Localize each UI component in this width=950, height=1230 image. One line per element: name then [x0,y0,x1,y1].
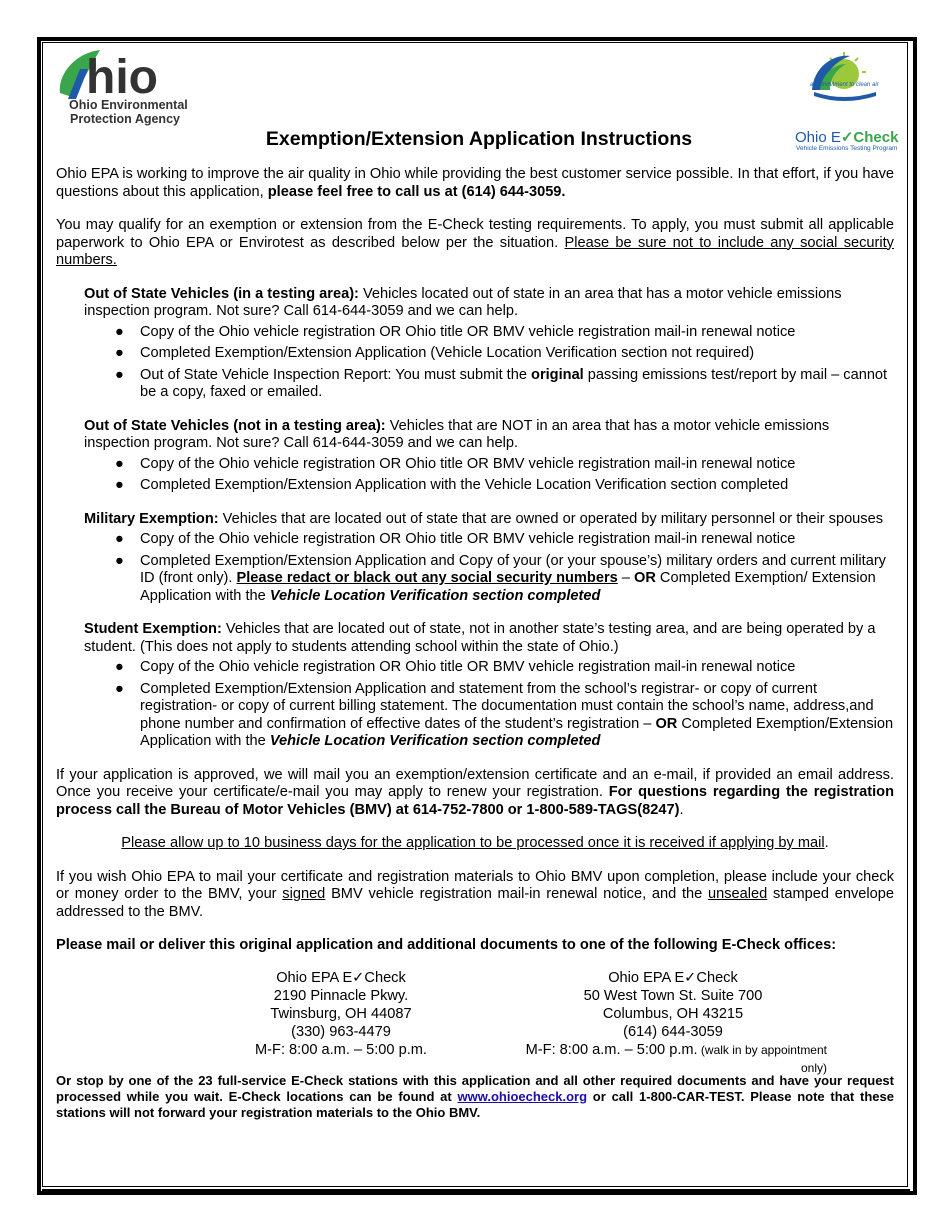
list-item-text: Out of State Vehicle Inspection Report: You must submit the [140,366,532,383]
office-street: 50 West Town St. Suite 700 [583,987,763,1004]
section-student [84,621,894,656]
list-item [115,323,894,342]
intro-phone: please feel free to call us at (614) 644-3059. [267,183,566,200]
section-heading: Military Exemption: [84,510,219,527]
mail-bmv-text: BMV vehicle registration mail-in renewal notice, and the [325,886,709,902]
intro-text: Ohio EPA is working to improve the air quality in Ohio while providing the best customer service possible. In that effort, if you have questions about this application, [56,166,894,200]
or-emphasis: OR [655,715,678,732]
mail-heading [56,937,894,955]
offices-block [56,969,894,1075]
final-text: or call 1-800-CAR-TEST. Please note that these stations will not forward your registration materials to the Ohio BMV. [56,1088,894,1120]
bullet-icon: ● [115,531,124,547]
office-hours: M-F: 8:00 a.m. – 5:00 p.m. [525,1041,698,1058]
approved-paragraph [56,767,894,820]
qualify-warning: Please be sure not to include any social security numbers. [56,234,894,268]
list-item [115,477,894,495]
office-name: Ohio EPA E✓Check [276,969,406,986]
original-emphasis: original [531,366,584,383]
office-city: Twinsburg, OH 44087 [270,1005,412,1022]
military-list [56,531,894,605]
list-item [115,531,894,549]
verification-emphasis: Vehicle Location Verification section completed [269,587,601,604]
qualify-paragraph [56,217,894,270]
echeck-brand-check: ✓Check [840,129,899,146]
list-item [115,659,894,677]
or-emphasis: OR [633,570,656,586]
list-item [115,552,894,606]
echeck-website-link[interactable]: www.ohioecheck.org [457,1088,588,1104]
oos-testing-list [56,324,894,402]
echeck-slogan: a commitment to clean air [810,82,879,88]
list-item-text: Copy of the Ohio vehicle registration OR Ohio title OR BMV vehicle registration mail-in renewal notice [140,659,796,675]
echeck-sun-icon [790,50,898,110]
office-street: 2190 Pinnacle Pkwy. [273,987,409,1004]
period: . [679,801,684,818]
redact-warning: Please redact or black out any social security numbers [236,570,618,586]
list-item-text: Completed Exemption/Extension Application with the Vehicle Location Verification section completed [140,477,789,493]
section-heading: Out of State Vehicles (not in a testing area): [84,417,386,434]
office-phone: (614) 644-3059 [623,1023,723,1040]
ohio-epa-subtitle [69,98,188,126]
approved-text: If your application is approved, we will mail you an exemption/extension certificate and an e-mail, if provided an email address. Once you receive your certificate/e-mail you may apply to renew your registration. [56,766,894,800]
oos-not-testing-list [56,456,894,495]
section-heading: Out of State Vehicles (in a testing area): [84,285,359,302]
list-item-text: Copy of the Ohio vehicle registration OR Ohio title OR BMV vehicle registration mail-in renewal notice [140,455,796,472]
section-text: Vehicles that are located out of state that are owned or operated by military personnel or their spouses [218,510,884,527]
office-hours: M-F: 8:00 a.m. – 5:00 p.m. [255,1041,427,1058]
list-item-text: Completed Exemption/Extension Application and statement from the school’s registrar- or copy of current registration- or copy of current billing statement. The documentation must contain the school’s name, address,and phone number and confirmation of effective dates of the student’s registration – [140,680,874,732]
unsealed-emphasis: unsealed [708,886,768,902]
mail-heading-text: Please mail or deliver this original application and additional documents to one of the following E-Check offices: [56,937,837,953]
list-item-text: Completed Exemption/ Extension Application with the [140,570,876,604]
ohio-leaf-icon [56,47,196,102]
list-item-text: Completed Exemption/Extension Application (Vehicle Location Verification section not required) [140,345,755,361]
ohio-sub-line-1: Ohio Environmental [69,98,188,112]
section-heading: Student Exemption: [84,621,222,637]
echeck-brand-ohio: Ohio E [795,129,841,146]
bullet-icon: ● [115,477,124,493]
bottom-rule [42,1189,910,1192]
final-text: Or stop by one of the 23 full-service E-Check stations with this application and all other required documents and have your request processed while you wait. E-Check locations can be found at [56,1072,894,1104]
list-item [115,680,894,751]
office-name: Ohio EPA E✓Check [608,969,738,986]
list-item-text: passing emissions test/report by mail – cannot be a copy, faxed or emailed. [140,366,888,400]
bullet-icon: ● [115,552,124,569]
period: . [824,835,829,851]
dash: – [617,570,634,586]
bmv-contact: For questions regarding the registration process call the Bureau of Motor Vehicles (BMV) at 614-752-7800 or 1-800-589-TAGS(8247) [56,784,894,818]
list-item-text: Copy of the Ohio vehicle registration OR Ohio title OR BMV vehicle registration mail-in renewal notice [140,323,796,340]
ohio-epa-logo [56,47,196,127]
office-phone: (330) 963-4479 [291,1023,391,1040]
student-list [56,659,894,751]
mail-bmv-text: If you wish Ohio EPA to mail your certificate and registration materials to Ohio BMV upon completion, please include your check or money order to the BMV, your [56,868,894,902]
list-item [115,366,894,402]
signed-emphasis: signed [282,886,326,902]
ohio-wordmark: hio [86,51,158,102]
echeck-tagline: Vehicle Emissions Testing Program [796,145,898,152]
bullet-icon: ● [115,659,124,675]
intro-paragraph [56,166,894,201]
verification-emphasis: Vehicle Location Verification section completed [269,733,601,749]
section-oos-testing [84,286,894,321]
list-item-text: Completed Exemption/Extension Application and Copy of your (or your spouse’s) military orders and current military ID (front only). [140,552,886,586]
section-text: Vehicles located out of state in an area that has a motor vehicle emissions inspection program. Not sure? Call 614-644-3059 and we can help. [84,285,842,319]
document-body [56,166,894,1121]
office-columbus [519,969,827,1077]
qualify-text: You may qualify for an exemption or extension from the E-Check testing requirements. To apply, you must submit all applicable paperwork to Ohio EPA or Envirotest as described below per the situation. [56,217,894,251]
bullet-icon: ● [115,680,124,697]
allow-paragraph [56,835,894,853]
bullet-icon: ● [115,455,124,472]
list-item [115,345,894,363]
section-text: Vehicles that are located out of state, not in another state’s testing area, and are being operated by a student. (This does not apply to students attending school within the state of Ohio.) [84,621,876,655]
bullet-icon: ● [115,345,124,361]
page-title: Exemption/Extension Application Instructions [265,128,693,150]
section-military [84,511,894,529]
mail-bmv-paragraph [56,869,894,922]
ohio-sub-line-2: Protection Agency [70,112,180,126]
list-item [115,455,894,474]
section-text: Vehicles that are NOT in an area that has a motor vehicle emissions inspection program. Not sure? Call 614-644-3059 and we can help. [84,417,830,451]
bullet-icon: ● [115,323,124,340]
office-city: Columbus, OH 43215 [602,1005,744,1022]
list-item-text: Completed Exemption/Extension Application with the [140,715,894,749]
section-oos-not-testing [84,418,894,453]
office-twinsburg [244,969,438,1059]
allow-text: Please allow up to 10 business days for the application to be processed once it is received if applying by mail [121,835,825,851]
final-paragraph [56,1073,894,1121]
mail-bmv-text: stamped envelope addressed to the BMV. [56,886,894,920]
office-note: (walk in by appointment only) [697,1042,827,1075]
list-item-text: Copy of the Ohio vehicle registration OR Ohio title OR BMV vehicle registration mail-in renewal notice [140,531,796,547]
bullet-icon: ● [115,366,124,383]
